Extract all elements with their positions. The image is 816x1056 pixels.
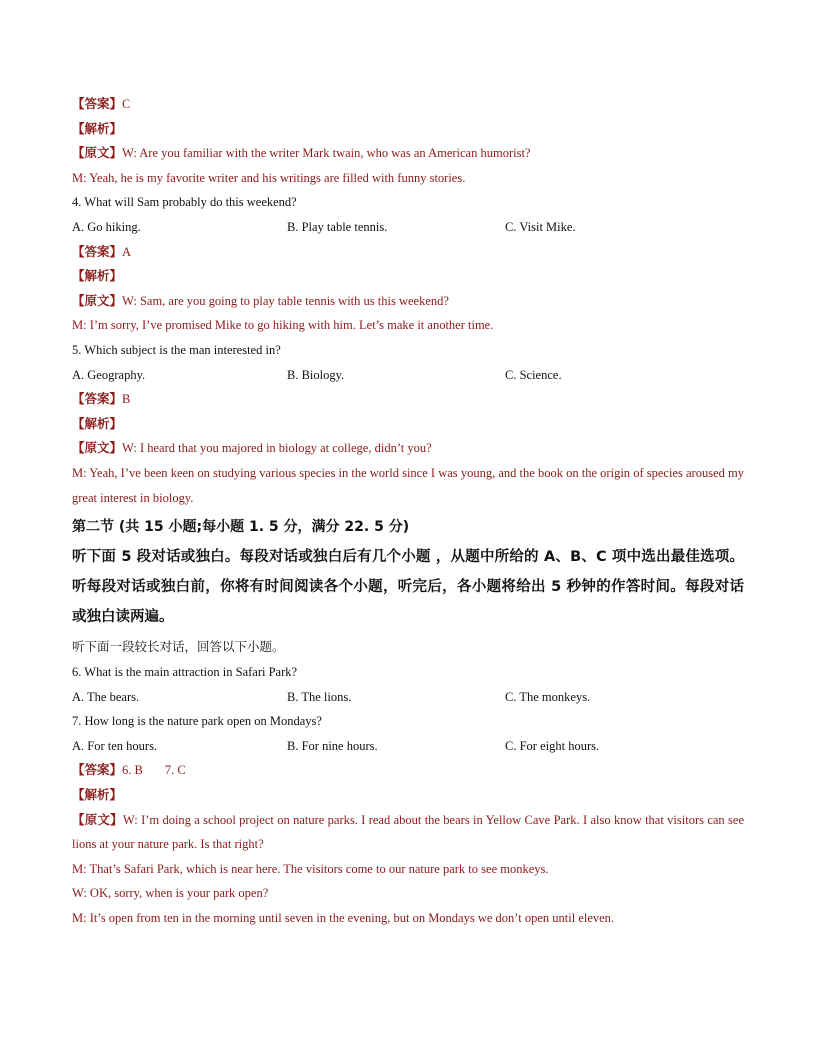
answer-tag: 【答案】 [72,243,123,259]
analysis-line-q5 [72,412,744,437]
original-tag: 【原文】 [72,811,123,827]
option-c: C. For eight hours. [505,738,600,753]
transcript-line-q6-q7-4: M: It’s open from ten in the morning until seven in the evening, but on Mondays we don’t open until eleven. [72,911,615,926]
question-6: 6. What is the main attraction in Safari Park? [72,665,298,680]
option-b: B. Biology. [287,367,345,382]
section-2-title: 第二节 (共 15 小题;每小题 1. 5 分，满分 22. 5 分) [72,519,410,536]
options-q6 [72,685,744,710]
answer-value: C [122,97,131,111]
analysis-tag: 【解析】 [72,415,123,431]
options-q5 [72,363,744,388]
transcript-text: W: Sam, are you going to play table tennis with us this weekend? [122,293,449,308]
analysis-line-q4 [72,264,744,289]
answer-line-q6-q7 [72,758,744,783]
option-a: A. Go hiking. [72,219,141,234]
question-5: 5. Which subject is the man interested in? [72,342,281,357]
transcript-line-q4-m: M: I’m sorry, I’ve promised Mike to go hiking with him. Let’s make it another time. [72,318,494,333]
original-tag: 【原文】 [72,292,123,308]
option-c: C. The monkeys. [505,689,591,704]
question-7: 7. How long is the nature park open on Mondays? [72,714,322,729]
option-c: C. Science. [505,367,562,382]
answer-tag: 【答案】 [72,391,123,407]
option-b: B. The lions. [287,689,352,704]
answer-value: B [122,392,131,407]
answer-line-q5 [72,387,744,412]
options-q7 [72,734,744,759]
answer-value-6: 6. B [122,763,143,778]
transcript-line-q3-w [72,141,744,166]
option-b: B. For nine hours. [287,738,378,753]
transcript-line-q6-q7-2: M: That’s Safari Park, which is near here. The visitors come to our nature park to see monkeys. [72,861,549,876]
options-q4 [72,215,744,240]
transcript-line-q5-m: M: Yeah, I’ve been keen on studying various species in the world since I was young, and the book on the origin of species aroused my great interest in biology. [72,465,744,505]
option-c: C. Visit Mike. [505,219,576,234]
answer-value-7: 7. C [164,763,186,778]
analysis-line-q6-q7 [72,783,744,808]
original-tag: 【原文】 [72,145,123,161]
transcript-line-q5-w [72,436,744,461]
document-page [72,92,744,931]
transcript-text: W: I’m doing a school project on nature parks. I read about the bears in Yellow Cave Park. I also know that visitors can see lions at your nature park. Is that right? [72,812,744,852]
transcript-line-q3-m: M: Yeah, he is my favorite writer and his writings are filled with funny stories. [72,170,466,185]
transcript-line-q4-w [72,289,744,314]
option-a: A. For ten hours. [72,738,158,753]
analysis-tag: 【解析】 [72,787,123,803]
answer-line-q4 [72,240,744,265]
question-4: 4. What will Sam probably do this weekend? [72,195,297,210]
transcript-text: W: I heard that you majored in biology at college, didn’t you? [122,441,432,456]
transcript-text: W: Are you familiar with the writer Mark twain, who was an American humorist? [122,146,531,161]
section-2-instructions: 听下面 5 段对话或独白。每段对话或独白后有几个小题 ，从题中所给的 A、B、C 项中选出最佳选项。听每段对话或独白前，你将有时间阅读各个小题，听完后，各小题将给出 5 秒钟的作答时间。每段对话或独白读两遍。 [72,549,744,626]
answer-line-q3 [72,92,744,117]
analysis-tag: 【解析】 [72,120,123,136]
answer-tag: 【答案】 [72,96,123,111]
option-a: A. The bears. [72,689,140,704]
option-b: B. Play table tennis. [287,219,388,234]
answer-value: A [122,244,132,259]
transcript-line-q6-q7-1 [72,808,744,857]
analysis-line-q3 [72,117,744,142]
option-a: A. Geography. [72,367,146,382]
transcript-line-q6-q7-3: W: OK, sorry, when is your park open? [72,886,269,901]
listening-note: 听下面一段较长对话，回答以下小题。 [72,639,285,655]
analysis-tag: 【解析】 [72,268,123,284]
answer-tag: 【答案】 [72,762,123,778]
original-tag: 【原文】 [72,440,123,456]
